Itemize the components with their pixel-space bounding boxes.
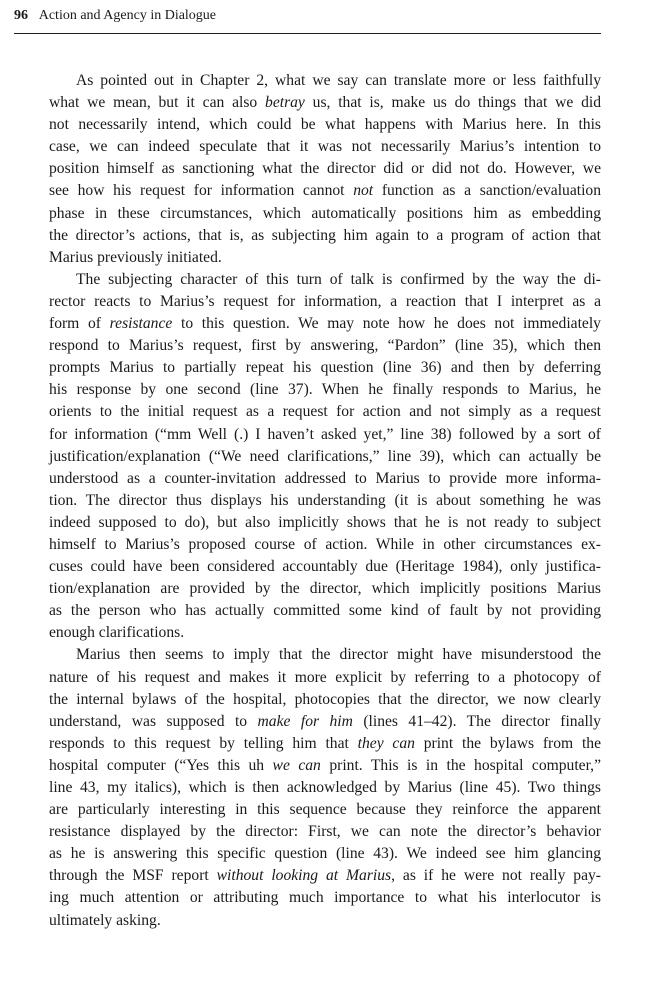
text-segment: Marius then seems to imply that the director might have misunderstood the [76,646,601,664]
text-segment: himself to Marius’s proposed course of action. While in other circumstances ex- [49,535,601,553]
italic-text: not [353,182,374,200]
text-line [49,887,601,909]
text-segment: As pointed out in Chapter 2, what we say can translate more or less faithfully [76,72,601,89]
text-segment: see how his request for information cannot [49,182,354,200]
text-line [49,203,601,225]
text-segment: tion/explanation are provided by the director, which implicitly positions Marius [49,580,601,598]
text-line [49,446,601,468]
text-line [49,424,601,446]
text-line [49,689,601,711]
text-segment: what we mean, but it can also [49,94,266,112]
text-line [49,865,601,887]
text-segment: (lines 41–42). The director finally [352,712,601,730]
text-line [49,468,601,490]
text-segment: The subjecting character of this turn of talk is confirmed by the way the di- [76,270,601,288]
text-line [49,247,601,269]
italic-text: make for him [257,712,353,730]
text-segment: as the person who has actually committed some kind of fault by not providing [49,602,601,620]
text-line [49,70,601,92]
text-segment: ing much attention or attributing much importance to what his interlocutor is [49,889,601,907]
body-text [49,70,601,932]
italic-text: we can [272,756,321,774]
text-line [49,269,601,291]
paragraph [49,644,601,931]
text-line [49,180,601,202]
text-segment: cuses could have been considered accountably due (Heritage 1984), only justifica- [49,558,601,576]
text-segment: ultimately asking. [49,911,161,929]
text-line [49,225,601,247]
running-head [14,6,601,34]
paragraph [49,269,601,645]
text-line [49,490,601,512]
text-line [49,578,601,600]
text-segment: understand, was supposed to [49,712,258,730]
italic-text: without looking at Marius [216,867,392,885]
text-segment: as he is answering this specific question (line 43). We indeed see him glancing [49,845,601,863]
text-line [49,733,601,755]
text-line [49,622,601,644]
text-segment: us, that is, make us do things that we did [304,94,601,112]
text-segment: hospital computer (“Yes this uh [49,756,273,774]
text-segment: to this question. We may note how he does not immediately [172,315,601,333]
text-segment: prompts Marius to partially repeat his question (line 36) and then by deferring [49,359,601,377]
text-segment: indeed supposed to do), but also implicitly shows that he is not ready to subject [49,513,601,531]
paragraph [49,70,601,269]
text-segment: through the MSF report [49,867,217,885]
text-line [49,910,601,932]
page-number: 96 [14,8,28,23]
text-line [49,114,601,136]
text-line [49,512,601,534]
text-line [49,777,601,799]
text-line [49,644,601,666]
text-line [49,556,601,578]
text-segment: respond to Marius’s request, first by answering, “Pardon” (line 35), which then [49,337,601,355]
italic-text: betray [265,94,305,112]
text-line [49,136,601,158]
text-segment: rector reacts to Marius’s request for information, a reaction that I interpret as a [49,292,601,310]
text-line [49,534,601,556]
text-segment: print. This is in the hospital computer,” [320,756,601,774]
text-segment: enough clarifications. [49,624,185,642]
text-line [49,667,601,689]
text-segment: Marius previously initiated. [49,248,222,266]
text-segment: for information (“mm Well (.) I haven’t asked yet,” line 38) followed by a sort of [49,425,601,443]
text-line [49,158,601,180]
text-segment: his response by one second (line 37). When he finally responds to Marius, he [49,381,601,399]
text-segment: nature of his request and makes it more explicit by referring to a photocopy of [49,668,601,686]
text-line [49,291,601,313]
text-segment: the director’s actions, that is, as subjecting him again to a program of action that [49,226,601,244]
text-line [49,711,601,733]
text-segment: , as if he were not really pay- [391,867,601,885]
text-segment: form of [49,315,110,333]
text-line [49,335,601,357]
text-segment: print the bylaws from the [414,734,601,752]
text-segment: line 43, my italics), which is then acknowledged by Marius (line 45). Two things [49,779,601,796]
text-line [49,600,601,622]
text-line [49,799,601,821]
text-segment: responds to this request by telling him that [49,734,358,752]
text-segment: orients to the initial request as a request for action and not simply as a request [49,403,601,421]
running-title: Action and Agency in Dialogue [38,8,217,23]
italic-text: resistance [109,315,173,333]
text-line [49,357,601,379]
text-line [49,313,601,335]
text-segment: tion. The director thus displays his understanding (it is about something he was [49,491,601,509]
text-segment: are particularly interesting in this sequence because they reinforce the apparent [49,801,601,819]
text-line [49,401,601,423]
text-segment: phase in these circumstances, which automatically positions him as embedding [49,204,601,222]
text-segment: function as a sanction/evaluation [373,182,602,200]
text-line [49,843,601,865]
text-line [49,821,601,843]
text-segment: case, we can indeed speculate that it was not necessarily Marius’s intention to [49,138,601,156]
text-segment: justification/explanation (“We need clarifications,” line 39), which can actually be [49,447,601,465]
text-line [49,92,601,114]
text-line [49,379,601,401]
text-segment: the internal bylaws of the hospital, photocopies that the director, we now clearly [49,690,601,708]
text-segment: resistance displayed by the director: First, we can note the director’s behavior [49,823,601,841]
italic-text: they can [357,734,415,752]
text-segment: position himself as sanctioning what the director did or did not do. However, we [49,160,601,178]
text-line [49,755,601,777]
text-segment: understood as a counter-invitation addressed to Marius to provide more informa- [49,469,601,487]
text-segment: not necessarily intend, which could be what happens with Marius here. In this [49,116,601,134]
